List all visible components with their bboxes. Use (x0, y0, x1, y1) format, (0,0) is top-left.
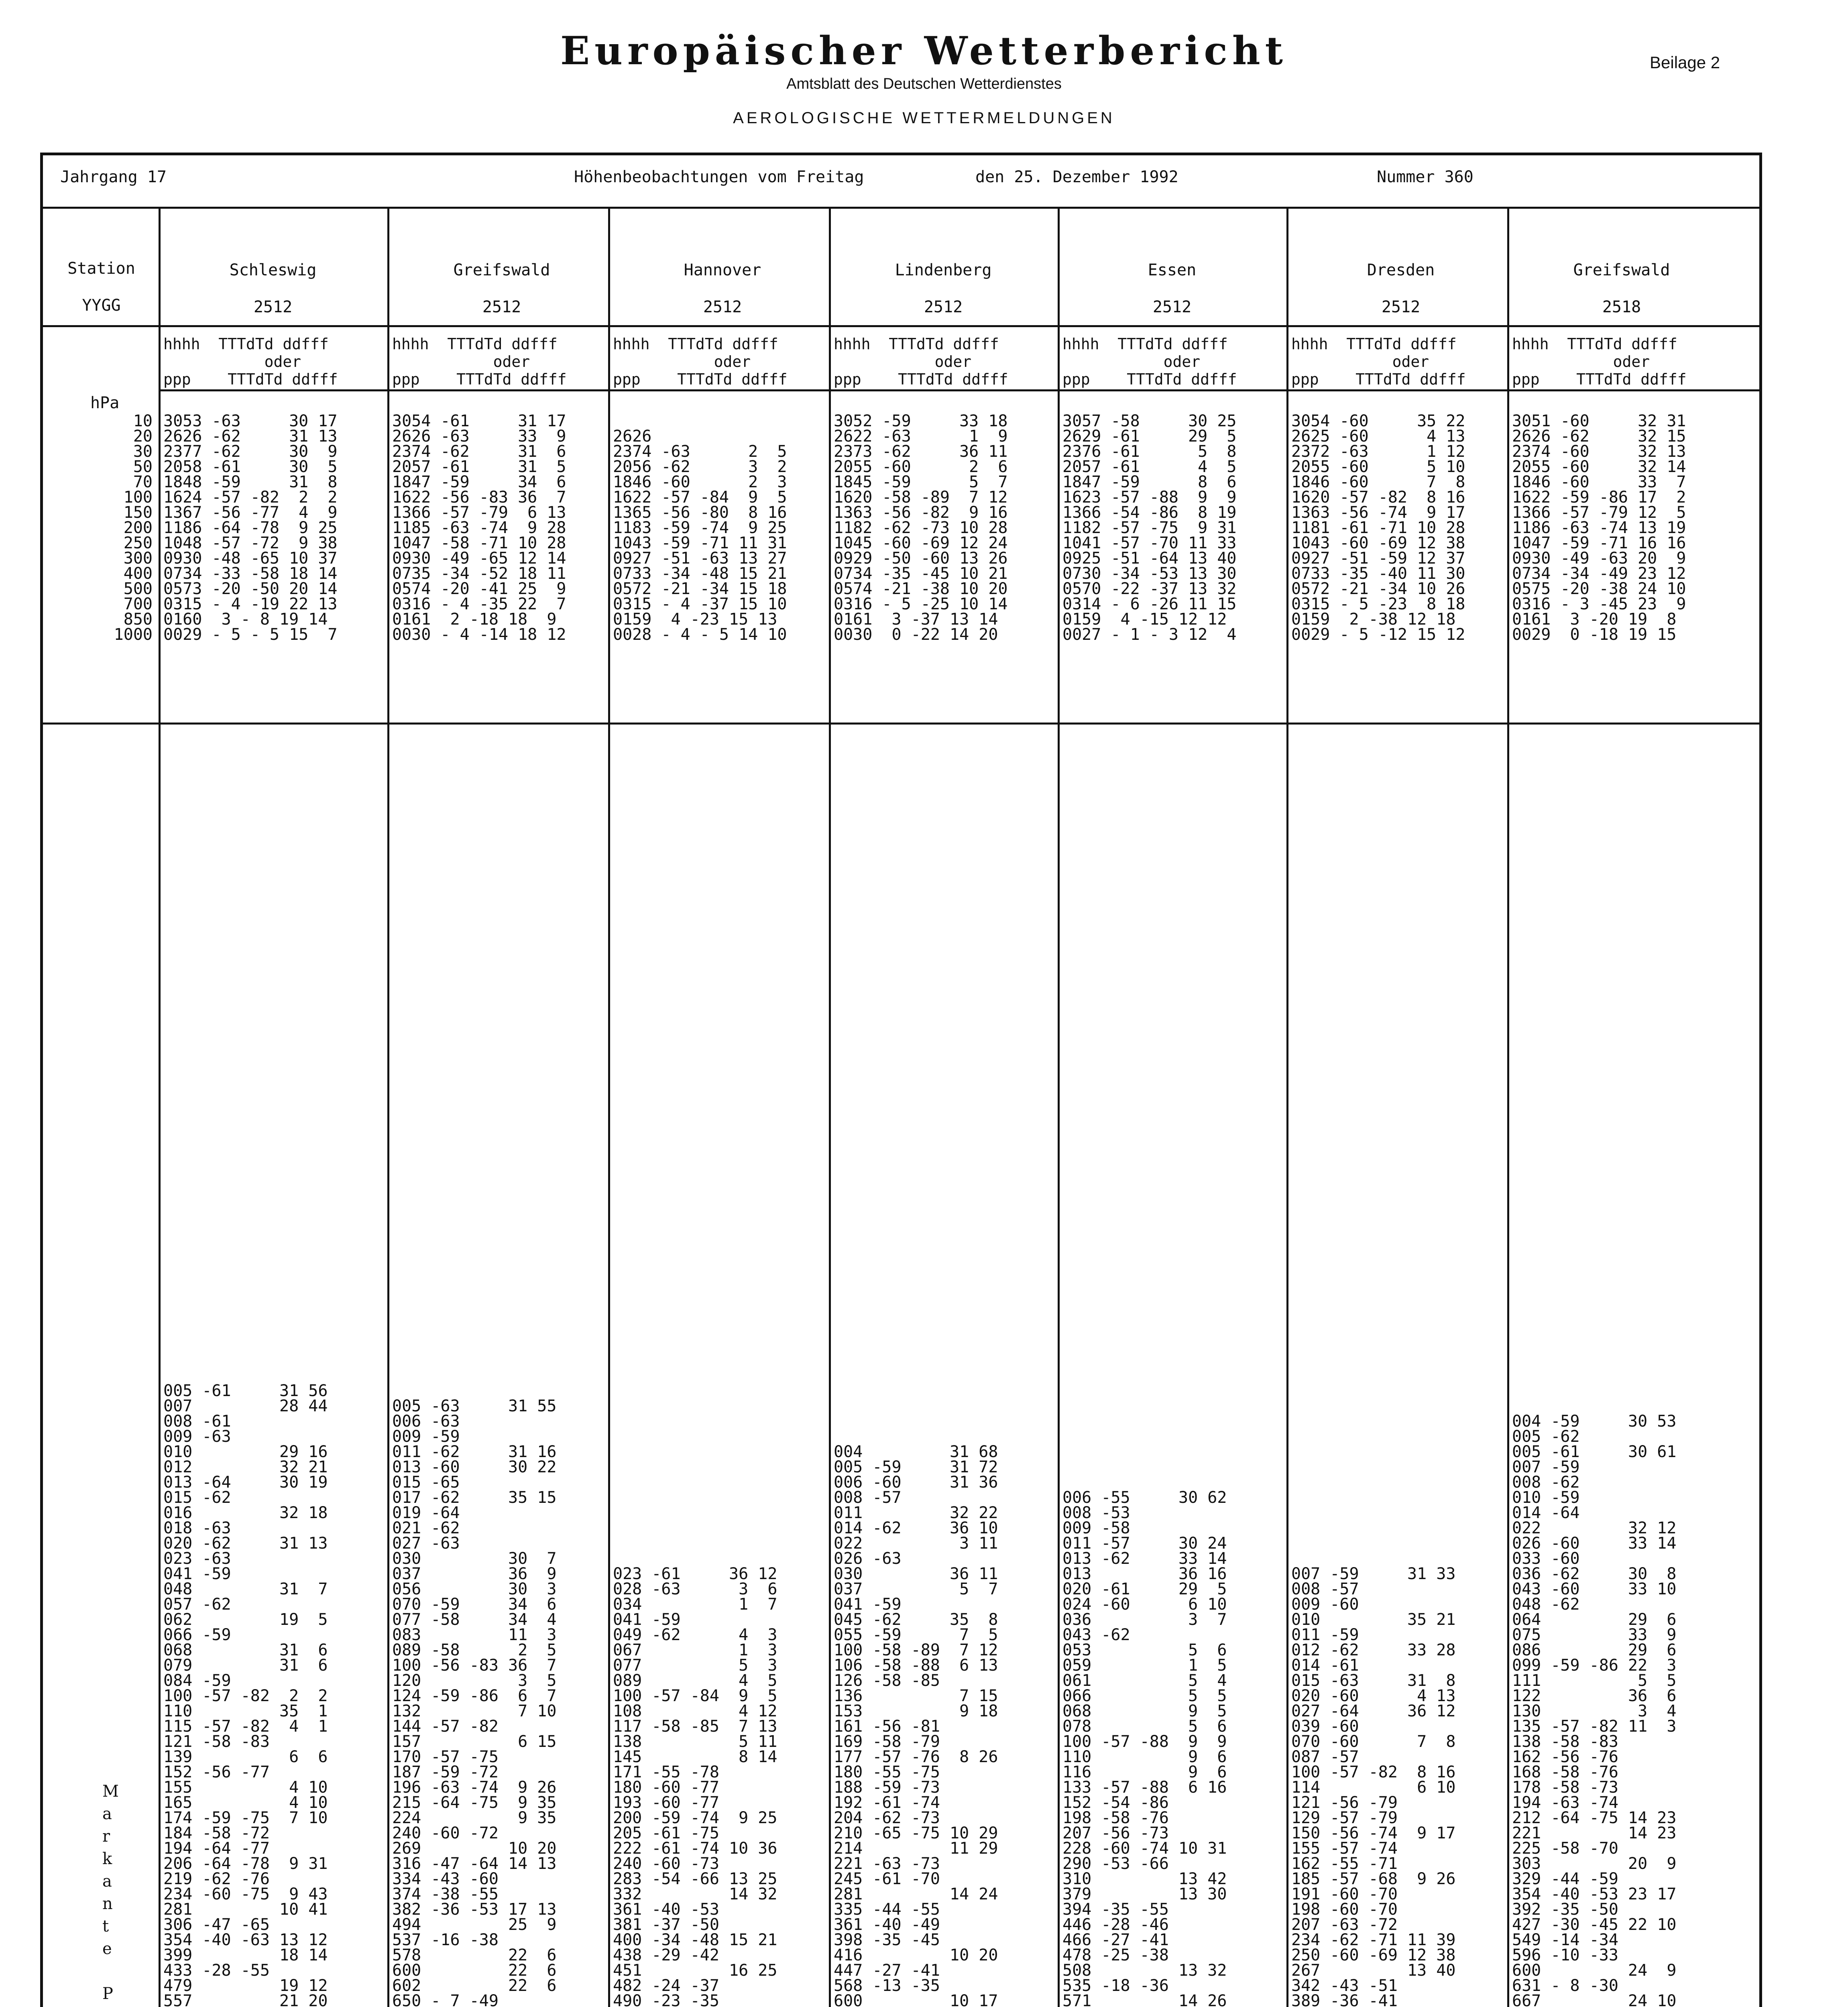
station-name: Greifswald (1573, 261, 1670, 279)
significant-points: 004 -59 30 53 005 -62 005 -61 30 61 007 -59 008 -62 010 -59 014 -64 022 32 12 026 -60 33 14 033 -60 036 -62 30 8 043 -60 33 10 048 -62 064 29 6 075 33 9 086 29 6 099 -59 -86 22 3 111 5 5 122 36 6 130 3 4 135 -57 -82 11 3 138 -58 -83 162 -56 -76 168 -58 -76 178 -58 -73 194 -63 -74 212 -64 -75 14 23 221 14 23 225 -58 -70 303 20 9 329 -44 -59 354 -40 -53 23 17 392 -35 -50 427 -30 -45 22 10 549 -14 -34 596 -10 -33 600 24 9 631 - 8 -30 667 24 10 (1512, 1412, 1677, 2007)
column-divider (1286, 207, 1288, 2007)
field-header: hhhh TTTdTd ddfff oder ppp TTTdTd ddfff (613, 335, 788, 388)
significant-points: 004 31 68 005 -59 31 72 006 -60 31 36 008 -57 011 32 22 014 -62 36 10 022 3 11 026 -63 030 36 11 037 5 7 041 -59 045 -62 35 8 055 -59 7 5 100 -58 -89 7 12 106 -58 -88 6 13 126 -58 -85 136 7 15 153 9 18 161 -56 -81 169 -58 -79 177 -57 -76 8 26 180 -55 -75 188 -59 -73 192 -61 -74 204 -62 -73 210 -65 -75 10 29 214 11 29 221 -63 -73 245 -61 -70 281 14 24 335 -44 -55 361 -40 -49 398 -35 -45 416 10 20 447 -27 -41 568 -13 -35 600 10 17 (834, 1443, 998, 2007)
datum: den 25. Dezember 1992 (975, 168, 1178, 186)
jahrgang: Jahrgang 17 (60, 168, 167, 186)
markante-letter: r (102, 1827, 110, 1846)
divider (159, 389, 1762, 391)
standard-levels: 3051 -60 32 31 2626 -62 32 15 2374 -60 32 13 2055 -60 32 14 1846 -60 33 7 1622 -59 -86 17 2 1366 -57 -79 12 5 1186 -63 -74 13 19 1047 -59 -71 16 16 0930 -49 -63 20 9 0734 -34 -49 23 12 0575 -20 -38 24 10 0316 - 3 -45 23 9 0161 3 -20 19 8 0029 0 -18 19 15 (1512, 412, 1686, 644)
markante-letter: P (102, 1985, 113, 2003)
standard-levels: 3054 -60 35 22 2625 -60 4 13 2372 -63 1 12 2055 -60 5 10 1846 -60 7 8 1620 -57 -82 8 16 1363 -56 -74 9 17 1181 -61 -71 10 28 1043 -60 -69 12 38 0927 -51 -59 12 37 0733 -35 -40 11 30 0572 -21 -34 10 26 0315 - 5 -23 8 18 0159 2 -38 12 18 0029 - 5 -12 15 12 (1291, 412, 1465, 644)
section-title: AEROLOGISCHE WETTERMELDUNGEN (733, 109, 1115, 127)
markante-letter: e (102, 1940, 112, 1958)
station-yygg: 2512 (1381, 298, 1421, 316)
yygg-label: YYGG (82, 296, 121, 315)
station-name: Essen (1148, 261, 1197, 279)
field-header: hhhh TTTdTd ddfff oder ppp TTTdTd ddfff (392, 335, 567, 388)
markante-letter: a (102, 1805, 112, 1823)
standard-levels: 3057 -58 30 25 2629 -61 29 5 2376 -61 5 8 2057 -61 4 5 1847 -59 8 6 1623 -57 -88 9 9 1366 -54 -86 8 19 1182 -57 -75 9 31 1041 -57 -70 11 33 0925 -51 -64 13 40 0730 -34 -53 13 30 0570 -22 -37 13 32 0314 - 6 -26 11 15 0159 4 -15 12 12 0027 - 1 - 3 12 4 (1062, 412, 1237, 644)
standard-levels: 3054 -61 31 17 2626 -63 33 9 2374 -62 31 6 2057 -61 31 5 1847 -59 34 6 1622 -56 -83 36 7 1366 -57 -79 6 13 1185 -63 -74 9 28 1047 -58 -71 10 28 0930 -49 -65 12 14 0735 -34 -52 18 11 0574 -20 -41 25 9 0316 - 4 -35 22 7 0161 2 -18 18 9 0030 - 4 -14 18 12 (392, 412, 566, 644)
beilage-label: Beilage 2 (1650, 53, 1720, 72)
field-header: hhhh TTTdTd ddfff oder ppp TTTdTd ddfff (1512, 335, 1687, 388)
field-header: hhhh TTTdTd ddfff oder ppp TTTdTd ddfff (1291, 335, 1466, 388)
station-name: Dresden (1367, 261, 1435, 279)
station-yygg: 2512 (1152, 298, 1192, 316)
beobachtung-label: Höhenbeobachtungen vom Freitag (574, 168, 864, 186)
hpa-label: hPa (90, 394, 120, 412)
markante-letter: a (102, 1872, 112, 1891)
column-divider (829, 207, 831, 2007)
markante-letter: t (102, 1917, 109, 1936)
station-yygg: 2512 (482, 298, 521, 316)
divider (40, 723, 1762, 725)
pressure-levels: 10 20 30 50 70 100 150 200 250 300 400 500 700 850 1000 (114, 412, 153, 644)
significant-points: 023 -61 36 12 028 -63 3 6 034 1 7 041 -59 049 -62 4 3 067 1 3 077 5 3 089 4 5 100 -57 -84 9 5 108 4 12 117 -58 -85 7 13 138 5 11 145 8 14 171 -55 -78 180 -60 -77 193 -60 -77 200 -59 -74 9 25 205 -61 -75 222 -61 -74 10 36 240 -60 -73 283 -54 -66 13 25 332 14 32 361 -40 -53 381 -37 -50 400 -34 -48 15 21 438 -29 -42 451 16 25 482 -24 -37 490 -23 -35 (613, 1565, 777, 2007)
significant-points: 005 -61 31 56 007 28 44 008 -61 009 -63 010 29 16 012 32 21 013 -64 30 19 015 -62 016 32 18 018 -63 020 -62 31 13 023 -63 041 -59 048 31 7 057 -62 062 19 5 066 -59 068 31 6 079 31 6 084 -59 100 -57 -82 2 2 110 35 1 115 -57 -82 4 1 121 -58 -83 139 6 6 152 -56 -77 155 4 10 165 4 10 174 -59 -75 7 10 184 -58 -72 194 -64 -77 206 -64 -78 9 31 219 -62 -76 234 -60 -75 9 43 281 10 41 306 -47 -65 354 -40 -63 13 12 399 18 14 433 -28 -55 479 19 12 557 21 20 (163, 1382, 328, 2007)
station-yygg: 2512 (703, 298, 742, 316)
station-yygg: 2512 (924, 298, 963, 316)
station-name: Greifswald (453, 261, 550, 279)
field-header: hhhh TTTdTd ddfff oder ppp TTTdTd ddfff (163, 335, 338, 388)
markante-letter: k (102, 1850, 112, 1868)
divider (40, 207, 1762, 209)
standard-levels: 2626 2374 -63 2 5 2056 -62 3 2 1846 -60 2 3 1622 -57 -84 9 5 1365 -56 -80 8 16 1183 -59 -74 9 25 1043 -59 -71 11 31 0927 -51 -63 13 27 0733 -34 -48 15 21 0572 -21 -34 15 18 0315 - 4 -37 15 10 0159 4 -23 15 13 0028 - 4 - 5 14 10 (613, 427, 787, 644)
document-subtitle: Amtsblatt des Deutschen Wetterdienstes (786, 75, 1062, 92)
column-divider (608, 207, 610, 2007)
significant-points: 007 -59 31 33 008 -57 009 -60 010 35 21 011 -59 012 -62 33 28 014 -61 015 -63 31 8 020 -60 4 13 027 -64 36 12 039 -60 070 -60 7 8 087 -57 100 -57 -82 8 16 114 6 10 121 -56 -79 129 -57 -79 150 -56 -74 9 17 155 -57 -74 162 -55 -71 185 -57 -68 9 26 191 -60 -70 198 -60 -70 207 -63 -72 234 -62 -71 11 39 250 -60 -69 12 38 267 13 40 342 -43 -51 389 -36 -41 (1291, 1565, 1456, 2007)
column-divider (1507, 207, 1509, 2007)
station-name: Lindenberg (895, 261, 992, 279)
field-header: hhhh TTTdTd ddfff oder ppp TTTdTd ddfff (1062, 335, 1237, 388)
station-yygg: 2518 (1602, 298, 1641, 316)
significant-points: 005 -63 31 55 006 -63 009 -59 011 -62 31 16 013 -60 30 22 015 -65 017 -62 35 15 019 -64 021 -62 027 -63 030 30 7 037 36 9 056 30 3 070 -59 34 6 077 -58 34 4 083 11 3 089 -58 2 5 100 -56 -83 36 7 120 3 5 124 -59 -86 6 7 132 7 10 144 -57 -82 157 6 15 170 -57 -75 187 -59 -72 196 -63 -74 9 26 215 -64 -75 9 35 224 9 35 240 -60 -72 269 10 20 316 -47 -64 14 13 334 -43 -60 374 -38 -55 382 -36 -53 17 13 494 25 9 537 -16 -38 578 22 6 600 22 6 602 22 6 650 - 7 -49 (392, 1397, 557, 2007)
column-divider (387, 207, 389, 2007)
station-yygg: 2512 (253, 298, 293, 316)
significant-points: 006 -55 30 62 008 -53 009 -58 011 -57 30 24 013 -62 33 14 013 36 16 020 -61 29 5 024 -60 6 10 036 3 7 043 -62 053 5 6 059 1 5 061 5 4 066 5 5 068 9 5 078 5 6 100 -57 -88 9 9 110 9 6 116 9 6 133 -57 -88 6 16 152 -54 -86 198 -58 -76 207 -56 -73 228 -60 -74 10 31 290 -53 -66 310 13 42 379 13 30 394 -35 -55 446 -28 -46 466 -27 -41 478 -25 -38 508 13 32 535 -18 -36 571 14 26 (1062, 1488, 1227, 2007)
divider (40, 325, 1762, 327)
station-name: Schleswig (229, 261, 317, 279)
column-divider (159, 207, 161, 2007)
column-divider (1058, 207, 1060, 2007)
field-header: hhhh TTTdTd ddfff oder ppp TTTdTd ddfff (834, 335, 1008, 388)
markante-letter: n (102, 1895, 113, 1913)
markante-letter: M (102, 1782, 119, 1801)
nummer: Nummer 360 (1377, 168, 1474, 186)
document-title: Europäischer Wetterbericht (560, 28, 1288, 73)
station-label: Station (67, 259, 135, 278)
station-name: Hannover (684, 261, 761, 279)
standard-levels: 3053 -63 30 17 2626 -62 31 13 2377 -62 30 9 2058 -61 30 5 1848 -59 31 8 1624 -57 -82 2 2 1367 -56 -77 4 9 1186 -64 -78 9 25 1048 -57 -72 9 38 0930 -48 -65 10 37 0734 -33 -58 18 14 0573 -20 -50 20 14 0315 - 4 -19 22 13 0160 3 - 8 19 14 0029 - 5 - 5 15 7 (163, 412, 338, 644)
standard-levels: 3052 -59 33 18 2622 -63 1 9 2373 -62 36 11 2055 -60 2 6 1845 -59 5 7 1620 -58 -89 7 12 1363 -56 -82 9 16 1182 -62 -73 10 28 1045 -60 -69 12 24 0929 -50 -60 13 26 0734 -35 -45 10 21 0574 -21 -38 10 20 0316 - 5 -25 10 14 0161 3 -37 13 14 0030 0 -22 14 20 (834, 412, 1008, 644)
